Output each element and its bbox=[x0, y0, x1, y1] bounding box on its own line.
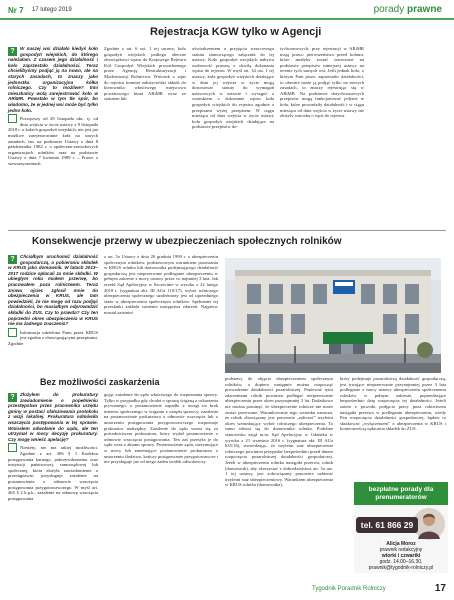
advisor-email: prawnik@tygodnik-rolniczy.pl bbox=[368, 565, 434, 571]
issue-number: Nr 7 bbox=[8, 6, 24, 15]
footer-brand: Tygodnik Poradnik Rolniczy bbox=[312, 586, 386, 592]
article1-answer-intro: Począwszy od 29 listopada ubr., tj. od dnia wejścia w życie ustawy z 9 listopada 2018 r. o kołach gospodyń wiejskich, nie jest już możliwe zarejestrowanie koła na starych zasadach, tzn. na podstawie Ustawy z dnia 8 października 1982 r. o społeczno-zawodowych organizacjach rolników oraz na podstawie Ustawy z dnia 7 kwietnia 1989 r. – Prawo o stowarzyszeniach. bbox=[8, 116, 98, 166]
article2-title: Konsekwencje przerwy w ubezpieczeniach społecznych rolników bbox=[32, 236, 342, 247]
promo-phone: tel. 61 866 29 08 bbox=[356, 517, 418, 533]
answer-icon bbox=[8, 114, 17, 123]
header-rule bbox=[0, 18, 454, 20]
advice-days: wtorki i czwartki bbox=[381, 553, 421, 559]
promo-heading: bezpłatne porady dla prenumeratorów bbox=[354, 482, 448, 505]
answer-icon bbox=[8, 328, 17, 337]
page-header bbox=[0, 0, 454, 20]
page-number: 17 bbox=[434, 583, 446, 594]
krus-building-photo bbox=[225, 258, 441, 373]
article1-col3: oświadczeniem o przyjęciu wzorcowego statutu stanowiącego załącznik do tej ustawy. Koło gospodyń wiejskich nabywa osobowość prawną z chwilą dokonania wpisu do rejestru. W myśl art. 34 ust. 1 tej ustawy, koła gospodyń wiejskich działające w dniu jej wejścia w życie mogą dostosować statuty do wymagań ustawowych w ustawie i wystąpić z wnioskiem o dokonanie wpisu koła gospodyń wiejskich do rejestru zgodnie z przepisami wyżej przepisem. W ciągu miesiąca od dnia wejścia w życie ustawy koła gospodyń wiejskich działające na podstawie przepisów do- bbox=[192, 46, 274, 130]
promo-body bbox=[354, 505, 448, 573]
advisor-name: Alicja Moroz bbox=[386, 541, 416, 547]
free-advice-box bbox=[354, 482, 448, 572]
article3-answer: Niestety, nie ma takiej możliwości. Zgodnie z art. 306 § 1 Kodeksu postępowania karnego, pokrzywdzonemu oraz instytucji państwowej, samorządowej lub społecznej, która złożyła zawiadomienie o przestępstwie, przysługuje zażalenie na postanowienie o odmowie wszczęcia postępowania przygotowawczego. W myśl art. 465 § 2 k.p.k., zażalenie na odmowę wszczęcia postępowania bbox=[8, 445, 98, 501]
advisor-role: prawnik redakcyjny bbox=[379, 547, 423, 553]
question-icon: ? bbox=[8, 393, 17, 402]
article1-title: Rejestracja KGW tylko w Agencji bbox=[150, 26, 322, 38]
question-icon: ? bbox=[8, 47, 17, 56]
brand-prefix: porady bbox=[373, 4, 405, 15]
brand-suffix: prawne bbox=[406, 4, 442, 15]
article1-col4: tychczasowych, przy rejestracji w ARiMR mają prawo pierwszeństwa przed kołami, które miałyby zostać utworzone na podstawie przepisów niniejszej ustawy na terenie tych samych wsi. Jeśli jednak koło, o którym Pani pisze, zaprzestało działalności, to obecnie może ją podjąć tylko na nowych zasadach, to znaczy rejestrując się w ARiMR. Na podstawie dotychczasowych przepisów mogą funkcjonować jedynie te koła, które prowadziły działalność i w ciągu miesiąca od dnia wejścia w życie ustawy nie złożyły wniosku o wpis do rejestru. bbox=[280, 46, 364, 119]
page-footer bbox=[0, 580, 454, 600]
answer-icon bbox=[8, 443, 17, 452]
article3-question: Złożyłem do prokuratury zawiadomienie o popełnieniu przestępstwa przez pracownika urzędu gminy w postaci sfałszowania protokołu z wizji lokalnej. Prokuratura odmówiła wszczęcia postępowania w tej sprawie. Wniosłem odwołanie do sądu, ale ten utrzymał w mocy decyzję prokuratury. Czy mogę wnieść apelację? bbox=[8, 392, 98, 442]
article2-col3: podstawy do objęcia ubezpieczeniem społecznym rolników, a dopiero następnie można rozpocząć prowadzenie działalności pozarolniczej. Ponieważ tymi zdarzeniami rolnik powinien podlegać nieprzerwanie ubezpieczeniu przez okres przynajmniej 3 lat. Dodatkowo nie można pominąć, że ubezpieczenie rolnicze nie może zostać przerwane. Warunkowanie tego warunku oznacza, że rolnik obowiązany jest ponownie „zaliczać” trzyletni okres warunkujący wybór rolniczego ubezpieczenia. To samo odnosi się do domownika rolnika. Podobne stanowisko zajął m.in. Sąd Apelacyjny w Gdańsku w wyroku z 21 września 2016 r. (sygnatura akt: III AUa 635/16), stwierdzając, że trzyletni staż ubezpieczenia rolniczego powinien przypadać bezpośrednio przed dniem rozpoczęcia pozarolniczej działalności gospodarczej. Jeżeli w ubezpieczeniu rolnika nastąpiła przerwa, rolnik (domownik), aby skorzystać z dobrodziejstwa art. 5a ust. 1 tej ustawy, jest zobowiązany ponownie uzbierać trzyletni staż ubezpieczeniowy. Warunkiem ubezpieczenia w KRUS rolnika (domownika), bbox=[225, 376, 333, 488]
section-brand bbox=[374, 4, 442, 15]
article2-col4: który podejmuje pozarolniczą działalność gospodarczą, jest trwające nieprzerwanie przynajmniej przez 3 lata podleganie z mocy ustawy ubezpieczeniu społecznemu rolników w pełnym zakresie, poprzedzające bezpośrednio datę rozpoczęcia tej działalności. Jeżeli zatem z powodu podjęcia pracy poza rolnictwem nastąpiła przerwa w podleganiu ubezpieczeniu, wtedy Pan rozpoczęcia działalności gospodarczej, będzie to skutkować „wyłączeniem” z ubezpieczenia w KRUS i koniecznością opłacania składek do ZUS. bbox=[340, 376, 446, 432]
issue-date: 17 lutego 2019 bbox=[32, 7, 72, 13]
article1-col2: Zgodnie z art. 6 ust. 1 tej ustawy, koło gospodyń wiejskich podlega obecnie obowiązkowi wpisu do Krajowego Rejestru Kół Gospodyń Wiejskich prowadzonego przez Agencję Restrukturyzacji i Modernizacji Rolnictwa. Wniosek o wpis do rejestru komitet założycielski składa do kierownika właściwego miejscowo powiatowego biura ARiMR wraz ze statutem lub bbox=[104, 46, 186, 102]
article1-question: W naszej wsi działało kiedyś koło gospodyń wiejskich, do którego należałam. Z czasem jego działalność i koło zaprzestało działalności. Teraz chcielibyśmy podjąć ją na nowo, ale na starych zasadach, to znaczy jako jednostka organizacyjna kółka rolniczego. Czy to możliwe? Inni mieszkańcy wolą zarejestrować koło w ARiMR. Powstało w tym tle spór, bo wiadomo, że w jednej wsi może być tylko jedno koło. bbox=[8, 46, 98, 113]
question-icon: ? bbox=[8, 255, 17, 264]
article2-qa bbox=[8, 254, 98, 347]
article3-title: Bez możliwości zaskarżenia bbox=[40, 377, 160, 387]
article3-col2: gując zażalenie do sądu właściwego do rozpoznania sprawy. Tylko w przypadku gdy chodzi o sprawę ściganą z oskarżenia prywatnego, a postanowienie zapadło z uwagi na brak interesu społecznego w ściganiu z urzędu sprawcy, zażalenie na postanowienie prokuratora o odmowie wszczęcia lub o umorzeniu postępowania przygotowawczego rozpoznaje prokurator nadrzędny. Zażalenie do sądu wnosi się za pośrednictwem prokuratora, który wydał postanowienie o odmowie wszczęcia postępowania. Ten zaś przesyła je do sądu wraz z aktami sprawy. Postanowienie sądu, utrzymujące w mocy lub zmieniające postanowienie prokuratora o umorzeniu śledztwa, kończy postępowanie przygotowawcze i nie przysługuje już od niego żaden środek odwoławczy. bbox=[104, 392, 218, 465]
article3-qa bbox=[8, 392, 98, 501]
promo-info bbox=[354, 541, 448, 571]
divider bbox=[8, 230, 446, 231]
article2-answer: Informacja udzielona Panu przez KRUS jest zgodna z obowiązującymi przepisami. Zgodnie bbox=[8, 329, 98, 346]
article1-qa bbox=[8, 46, 98, 166]
article2-col2: z art. 5a Ustawy z dnia 20 grudnia 1990 r. o ubezpieczeniu społecznym rolników, podstawowym warunkiem pozostania w KRUS rolnika lub domownika podejmującego działalność gospodarczą jest nieprzerwane podleganie ubezpieczeniu w pełnym zakresie z mocy ustawy przez co najmniej 3 lata. Jak orzekł Sąd Apelacyjny w Szczecinie w wyroku z 22 lutego 2018 r. (sygnatura akt: III AUa 110/17), wybór rolniczego ubezpieczenia społecznego uzależniony jest od uprzedniego stażu w ubezpieczeniu społecznym rolników. Spełnienie tej przesłanki zakłada istnienie następstwa zdarzeń. Najpierw musiał zaistnieć bbox=[104, 254, 218, 315]
article2-question: Chciałbym uruchomić działalność gospodarczą, o pobieraniu składek w KRUS jako domownik. W latach 2013–2017 rodzice opłacali za mnie składki. W ubiegłym roku miałem przerwę, bo pracowałem poza rolnictwem. Teraz znowu ojciec zgłosił mnie do ubezpieczenia w KRUS, ale tam powiedzieli, że nie mogę od razu podjąć działalności, bo musiałbym odprowadzić składki do ZUS. Czy to prawda? Czy ten poprzedni okres ubezpieczenia w KRUS nie ma żadnego znaczenia? bbox=[8, 254, 98, 327]
advice-hours: godz. 14.00–16.30, bbox=[379, 559, 423, 565]
